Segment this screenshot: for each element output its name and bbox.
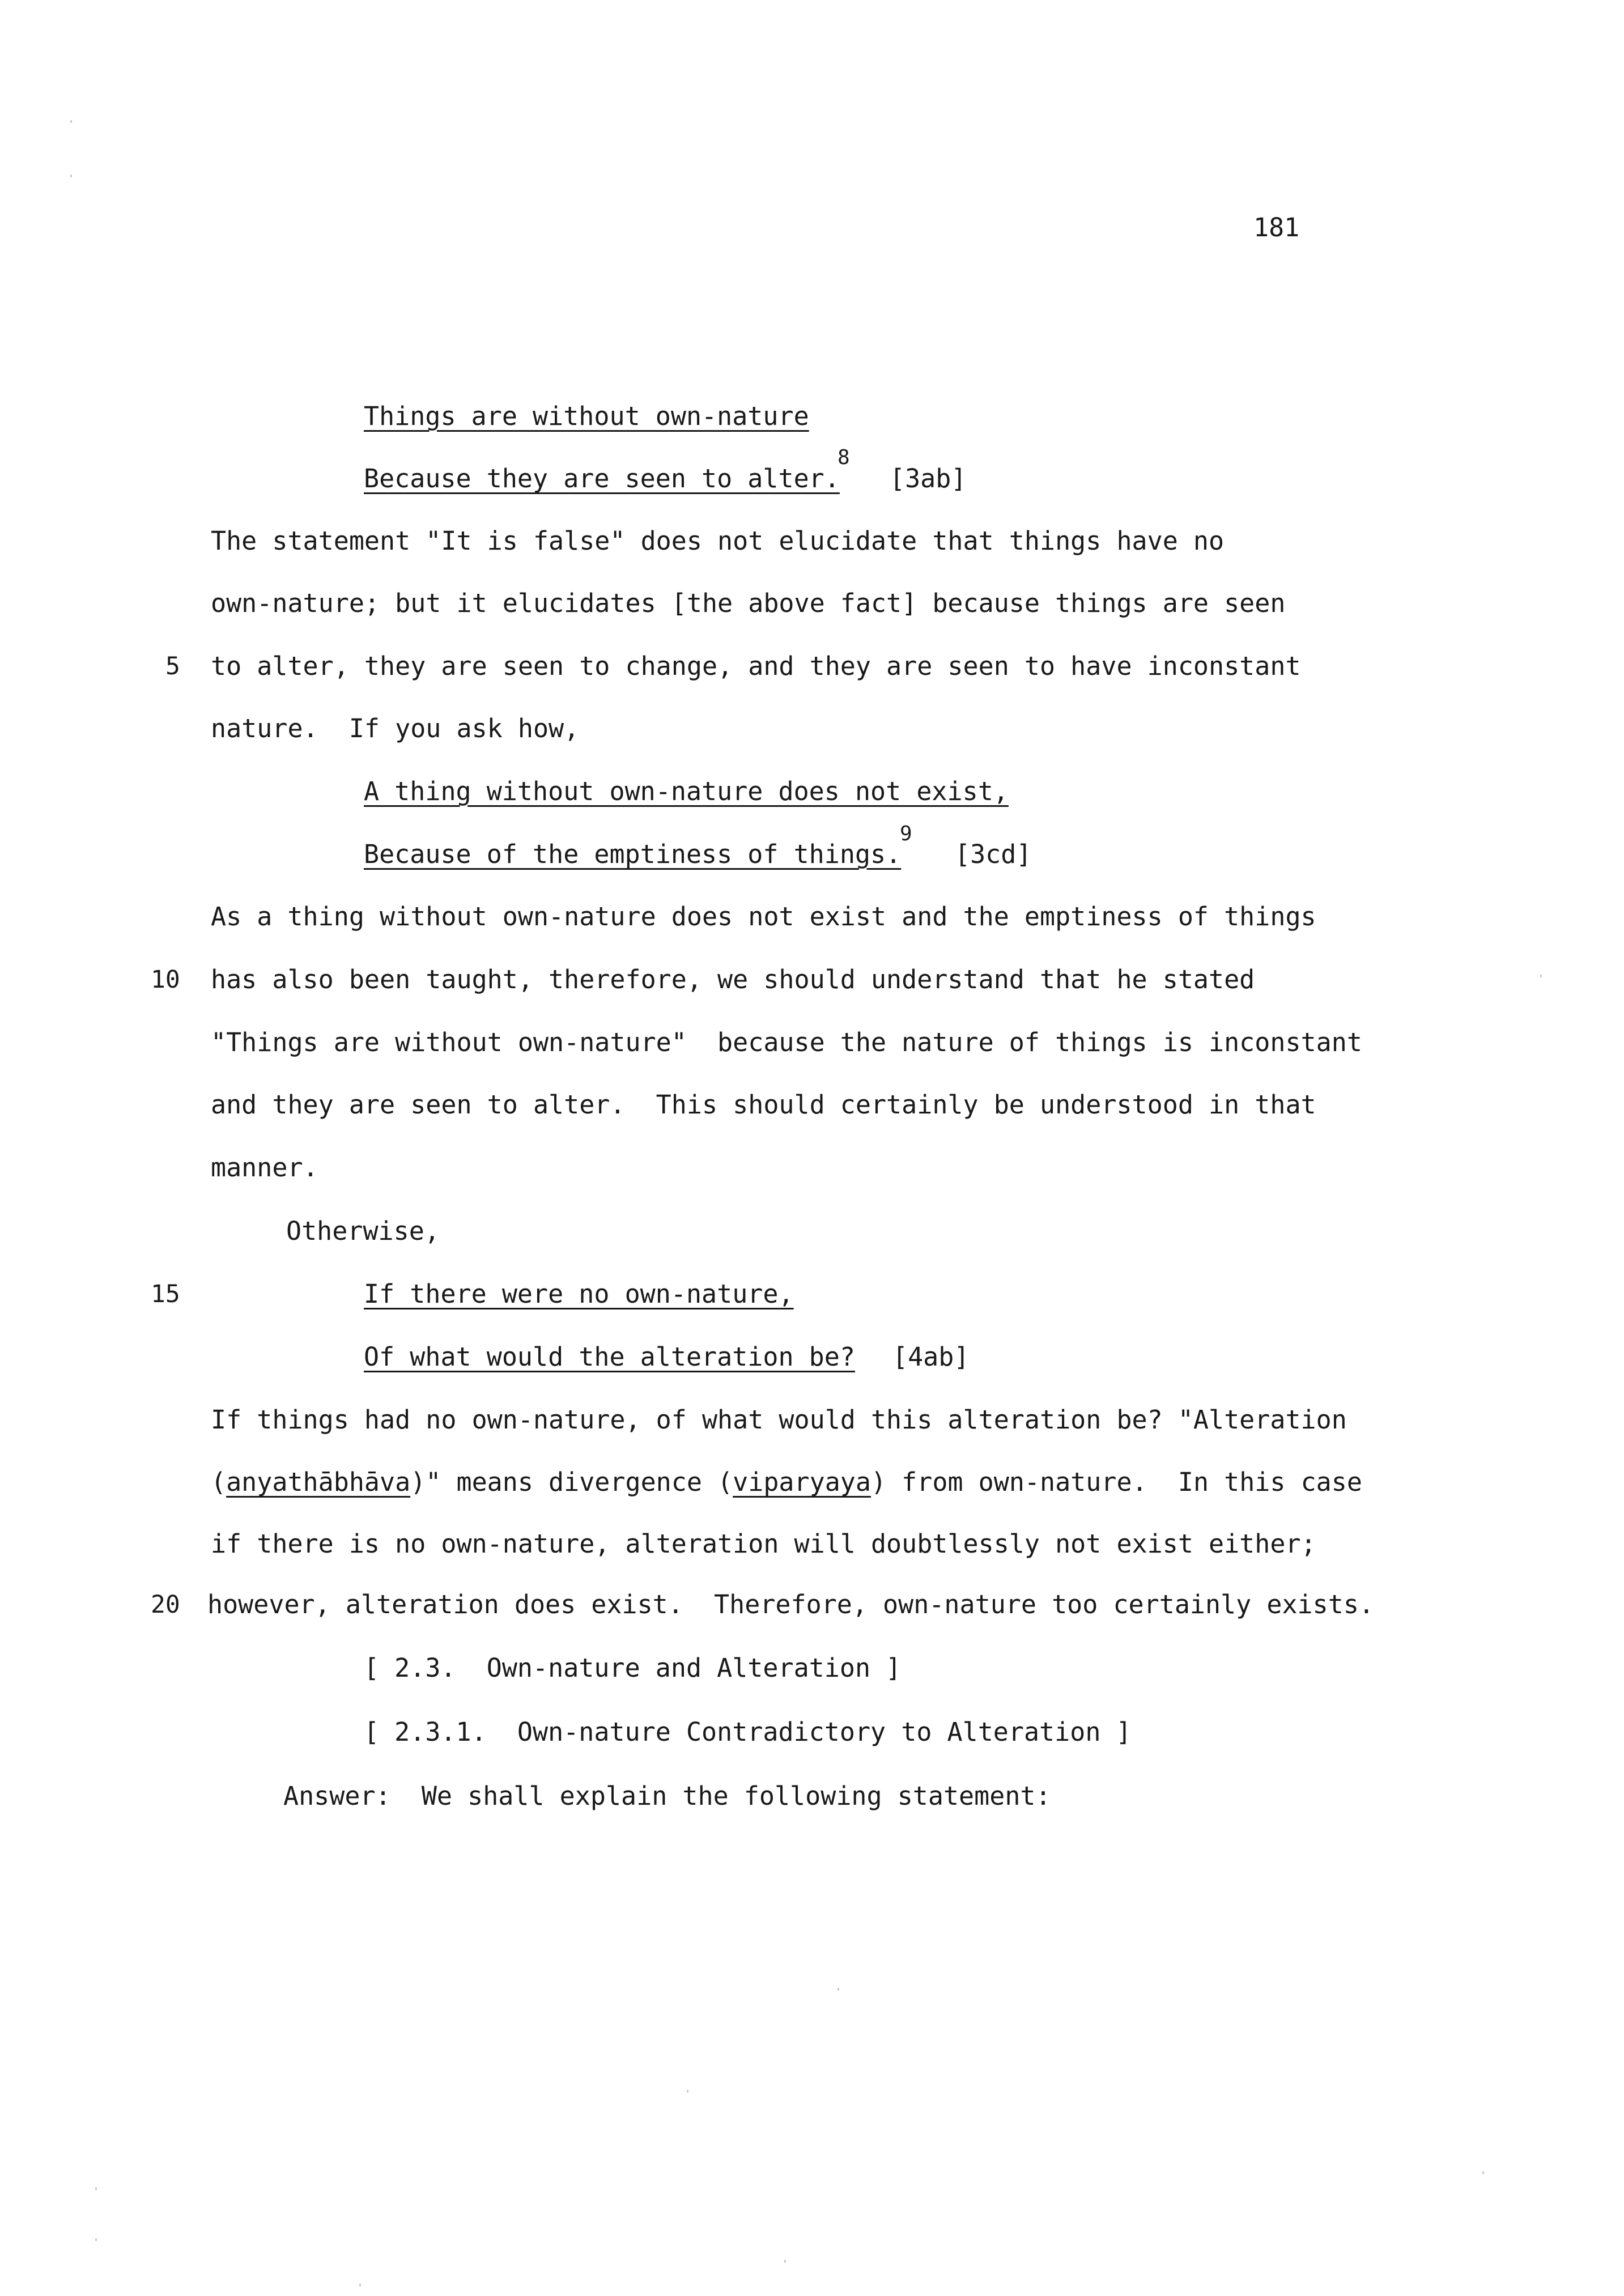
para2-line-2: has also been taught, therefore, we should understand that he stated — [211, 964, 1255, 994]
section-heading-2-3-1: [ 2.3.1. Own-nature Contradictory to Alteration ] — [364, 1717, 1132, 1747]
verse-3cd-line-2 — [364, 837, 901, 871]
para2-line-4: and they are seen to alter. This should certainly be understood in that — [211, 1090, 1316, 1120]
line-number-15: 15 — [151, 1280, 180, 1308]
para1-line-4: nature. If you ask how, — [211, 713, 580, 743]
scan-speck — [359, 2284, 361, 2286]
line-number-10: 10 — [151, 966, 180, 994]
otherwise-text: Otherwise, — [286, 1216, 440, 1246]
para3-line-3: if there is no own-nature, alteration will doubtlessly not exist either; — [211, 1529, 1316, 1559]
verse-4ab-line-1: If there were no own-nature, — [364, 1279, 794, 1309]
footnote-marker-9: 9 — [900, 822, 912, 845]
line-number-20: 20 — [151, 1591, 180, 1619]
para2-line-1: As a thing without own-nature does not exist and the emptiness of things — [211, 902, 1316, 932]
footnote-marker-8: 8 — [837, 446, 850, 469]
verse-3ab-reference: [3ab] — [890, 464, 967, 494]
scan-speck — [784, 2260, 786, 2263]
scan-speck — [1540, 975, 1542, 977]
scan-speck — [837, 1988, 839, 1991]
verse-3cd-line-1: A thing without own-nature does not exist, — [364, 776, 1009, 806]
page-number: 181 — [1253, 212, 1300, 243]
verse-4ab-line-2: Of what would the alteration be? — [364, 1342, 855, 1372]
verse-3ab-text: Because they are seen to alter. — [364, 464, 840, 494]
para3-line-2: (anyathābhāva)" means divergence (viparyaya) from own-nature. In this case — [211, 1467, 1362, 1497]
para1-line-1: The statement "It is false" does not elucidate that things have no — [211, 526, 1225, 556]
scan-speck — [95, 2238, 97, 2241]
verse-3cd-text: Because of the emptiness of things. — [364, 839, 902, 869]
scan-speck — [687, 2090, 688, 2093]
para3-line-2-middle: " means divergence — [426, 1467, 718, 1497]
para3-line-2-end: from own-nature. In this case — [886, 1467, 1362, 1497]
verse-4ab-reference: [4ab] — [892, 1342, 970, 1372]
term-viparyaya: viparyaya — [733, 1467, 871, 1497]
term-anyathabhava: anyathābhāva — [226, 1467, 411, 1497]
para3-line-1: If things had no own-nature, of what would this alteration be? "Alteration — [211, 1405, 1347, 1435]
para1-line-2: own-nature; but it elucidates [the above fact] because things are seen — [211, 588, 1286, 618]
scan-speck — [70, 175, 72, 177]
scan-speck — [70, 120, 72, 123]
para2-line-5: manner. — [211, 1153, 318, 1183]
answer-text: Answer: We shall explain the following statement: — [283, 1781, 1051, 1811]
section-heading-2-3: [ 2.3. Own-nature and Alteration ] — [364, 1653, 902, 1683]
verse-3cd-reference: [3cd] — [955, 839, 1032, 869]
scan-speck — [95, 2187, 97, 2190]
para2-line-3: "Things are without own-nature" because the nature of things is inconstant — [211, 1027, 1362, 1057]
para1-line-3: to alter, they are seen to change, and they are seen to have inconstant — [211, 651, 1301, 681]
verse-3ab-line-1: Things are without own-nature — [364, 401, 809, 431]
line-number-5: 5 — [165, 652, 180, 681]
para3-line-4: however, alteration does exist. Therefore, own-nature too certainly exists. — [207, 1589, 1375, 1619]
verse-3ab-line-2 — [364, 462, 840, 496]
scan-speck — [1482, 2171, 1484, 2174]
